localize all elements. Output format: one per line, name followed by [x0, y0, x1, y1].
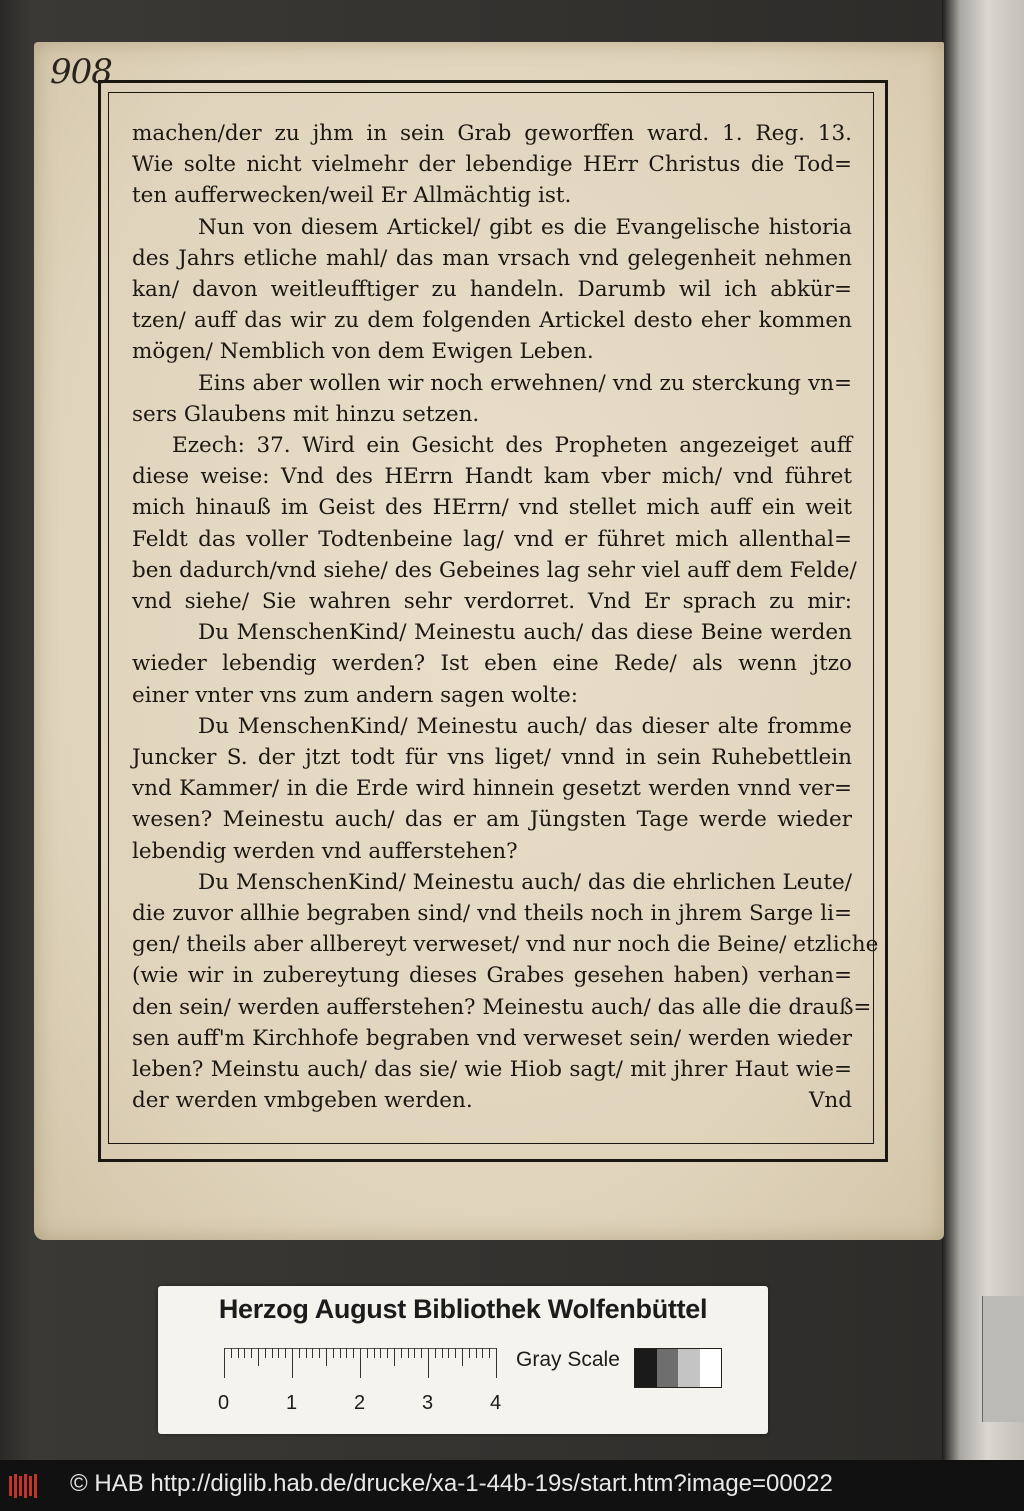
- ruler-tick: [401, 1348, 402, 1358]
- adjacent-color-card: [982, 1296, 1024, 1422]
- text-line: einer vnter vns zum andern sagen wolte:: [132, 682, 578, 708]
- text-line: Du MenschenKind/ Meinestu auch/ das diese Beine werden: [198, 620, 852, 646]
- text-line: ben dadurch/vnd siehe/ des Gebeines lag sehr viel auff dem Felde/: [132, 557, 857, 583]
- gray-swatch: [678, 1349, 700, 1387]
- ruler-tick: [489, 1348, 490, 1358]
- gray-swatch: [657, 1349, 679, 1387]
- adjacent-page-edge: [942, 0, 1024, 1460]
- ruler-label-0: 0: [218, 1392, 230, 1414]
- text-line: der werden vmbgeben werden. Vnd: [132, 1085, 852, 1116]
- text-line: (wie wir in zubereytung dieses Grabes gesehen haben) verhan=: [132, 963, 852, 989]
- text-line: Du MenschenKind/ Meinestu auch/ das dieser alte fromme: [198, 713, 852, 739]
- library-color-card: [158, 1286, 768, 1434]
- text-line: Wie solte nicht vielmehr der lebendige HErr Christus die Tod=: [132, 152, 852, 178]
- ruler-tick: [326, 1348, 327, 1366]
- text-line: diese weise: Vnd des HErrn Handt kam vber mich/ vnd führet: [132, 464, 852, 490]
- ruler-tick: [408, 1348, 409, 1358]
- ruler-tick: [374, 1348, 375, 1358]
- ruler-tick: [360, 1348, 361, 1378]
- ruler-tick: [285, 1348, 286, 1358]
- ruler-tick: [387, 1348, 388, 1358]
- ruler-tick: [380, 1348, 381, 1358]
- ruler-tick: [346, 1348, 347, 1358]
- ruler-tick: [394, 1348, 395, 1366]
- ruler-label-1: 1: [286, 1392, 298, 1414]
- ruler-tick: [448, 1348, 449, 1358]
- ruler-tick: [340, 1348, 341, 1358]
- ruler-tick: [428, 1348, 429, 1378]
- ruler-tick: [312, 1348, 313, 1358]
- text-line: Nun von diesem Artickel/ gibt es die Evangelische historia: [198, 214, 852, 240]
- ruler-tick: [496, 1348, 497, 1378]
- text-line: ten aufferwecken/weil Er Allmächtig ist.: [132, 183, 572, 209]
- text-line: wesen? Meinestu auch/ das er am Jüngsten Tage werde wieder: [132, 807, 852, 833]
- text-line: kan/ davon weitleufftiger zu handeln. Darumb wil ich abkür=: [132, 277, 852, 303]
- text-line: machen/der zu jhm in sein Grab geworffen ward. 1. Reg. 13.: [132, 121, 852, 146]
- text-line: den sein/ werden aufferstehen? Meinestu auch/ das alle die drauß=: [132, 994, 872, 1020]
- text-line: Feldt das voller Todtenbeine lag/ vnd er führet mich allenthal=: [132, 526, 852, 552]
- text-line: leben? Meinstu auch/ das sie/ wie Hiob sagt/ mit jhrer Haut wie=: [132, 1057, 852, 1083]
- ruler-tick: [238, 1348, 239, 1358]
- ruler-tick: [455, 1348, 456, 1358]
- ruler-tick: [435, 1348, 436, 1358]
- ruler-label-4: 4: [490, 1392, 502, 1414]
- gray-swatch: [635, 1349, 657, 1387]
- footer-copyright-url[interactable]: © HAB http://diglib.hab.de/drucke/xa-1-44b-19s/start.htm?image=00022: [70, 1470, 833, 1497]
- text-line: tzen/ auff das wir zu dem folgenden Artickel desto eher kommen: [132, 308, 852, 334]
- ruler-scale: [224, 1348, 496, 1378]
- text-line: mögen/ Nemblich von dem Ewigen Leben.: [132, 339, 594, 365]
- text-line: sen auff'm Kirchhofe begraben vnd verweset sein/ werden wieder: [132, 1025, 852, 1051]
- text-line: Eins aber wollen wir noch erwehnen/ vnd zu sterckung vn=: [198, 370, 852, 396]
- ruler-tick: [251, 1348, 252, 1358]
- text-line: wieder lebendig werden? Ist eben eine Rede/ als wenn jtzo: [132, 651, 852, 677]
- ruler-tick: [319, 1348, 320, 1358]
- ruler-tick: [292, 1348, 293, 1378]
- ruler-label-2: 2: [354, 1392, 366, 1414]
- text-line: die zuvor allhie begraben sind/ vnd theils noch in jhrem Sarge li=: [132, 901, 852, 927]
- ruler-tick: [258, 1348, 259, 1366]
- text-line: lebendig werden vnd aufferstehen?: [132, 838, 518, 864]
- gray-scale-swatches: [634, 1348, 722, 1388]
- hab-logo-icon: [8, 1472, 42, 1500]
- ruler-tick: [442, 1348, 443, 1358]
- text-line: vnd siehe/ Sie wahren sehr verdorret. Vnd Er sprach zu mir:: [132, 589, 852, 615]
- catchword: Vnd: [808, 1088, 852, 1114]
- library-name: Herzog August Bibliothek Wolfenbüttel: [218, 1294, 708, 1324]
- ruler-tick: [306, 1348, 307, 1358]
- ruler-tick: [414, 1348, 415, 1358]
- page-text: [132, 118, 879, 1117]
- gray-scale-label: Gray Scale: [516, 1348, 620, 1371]
- text-line: des Jahrs etliche mahl/ das man vrsach vnd gelegenheit nehmen: [132, 245, 852, 271]
- ruler-tick: [469, 1348, 470, 1358]
- ruler-tick: [333, 1348, 334, 1358]
- text-line: sers Glaubens mit hinzu setzen.: [132, 401, 480, 427]
- text-line: vnd Kammer/ in die Erde wird hinnein gesetzt werden vnnd ver=: [132, 776, 852, 802]
- ruler-tick: [278, 1348, 279, 1358]
- ruler-tick: [272, 1348, 273, 1358]
- footer-bar: [0, 1462, 1024, 1511]
- page-number: 908: [50, 52, 112, 92]
- ruler-tick: [231, 1348, 232, 1358]
- text-line: mich hinauß im Geist des HErrn/ vnd stellet mich auff ein weit: [132, 495, 852, 521]
- ruler-tick: [265, 1348, 266, 1358]
- ruler-tick: [482, 1348, 483, 1358]
- ruler-label-3: 3: [422, 1392, 434, 1414]
- text-line: gen/ theils aber allbereyt verweset/ vnd nur noch die Beine/ etzliche: [132, 932, 879, 958]
- text-line: Du MenschenKind/ Meinestu auch/ das die ehrlichen Leute/: [198, 869, 852, 895]
- ruler-tick: [353, 1348, 354, 1358]
- text-line: Juncker S. der jtzt todt für vns liget/ vnnd in sein Ruhebettlein: [132, 745, 852, 771]
- ruler-tick: [462, 1348, 463, 1366]
- ruler-tick: [224, 1348, 225, 1378]
- ruler-tick: [476, 1348, 477, 1358]
- gray-swatch: [700, 1349, 722, 1387]
- ruler-tick: [367, 1348, 368, 1358]
- ruler-tick: [421, 1348, 422, 1358]
- text-line: Ezech: 37. Wird ein Gesicht des Propheten angezeiget auff: [172, 433, 852, 459]
- ruler-tick: [299, 1348, 300, 1358]
- ruler-tick: [244, 1348, 245, 1358]
